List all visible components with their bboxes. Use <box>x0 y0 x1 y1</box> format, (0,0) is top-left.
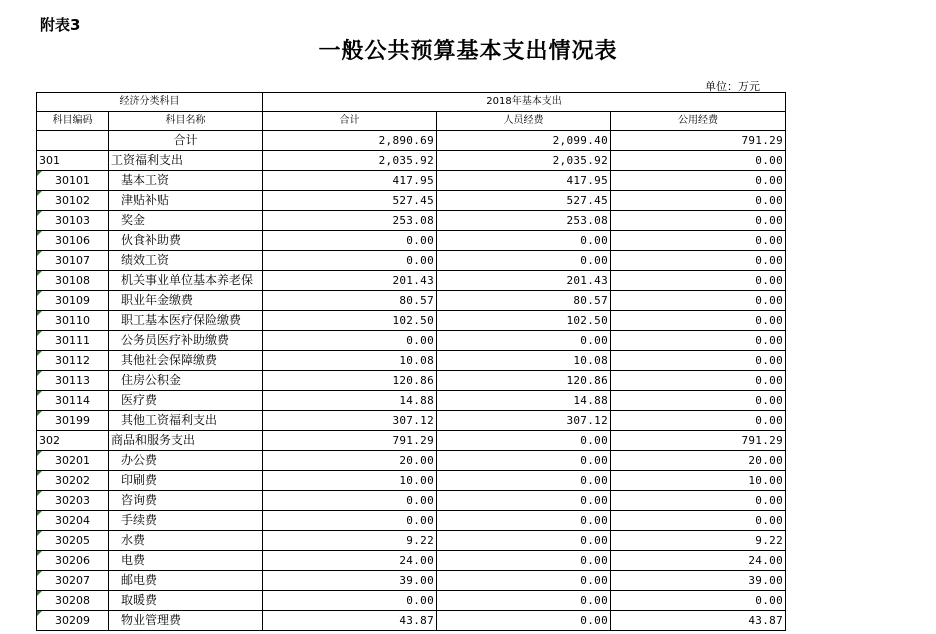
row-code: 30108 <box>37 271 109 291</box>
row-public: 0.00 <box>611 411 786 431</box>
unit-label: 单位：万元 <box>705 80 760 93</box>
row-code: 30205 <box>37 531 109 551</box>
row-personnel: 0.00 <box>437 451 611 471</box>
table-row <box>37 571 786 591</box>
total-public: 791.29 <box>611 131 786 151</box>
row-public: 0.00 <box>611 371 786 391</box>
row-name: 津贴补贴 <box>109 191 263 211</box>
row-total: 120.86 <box>263 371 437 391</box>
row-public: 0.00 <box>611 591 786 611</box>
total-code-cell <box>37 131 109 151</box>
table-row <box>37 591 786 611</box>
row-name: 办公费 <box>109 451 263 471</box>
row-total: 0.00 <box>263 251 437 271</box>
row-personnel: 0.00 <box>437 231 611 251</box>
row-total: 0.00 <box>263 511 437 531</box>
table-row <box>37 271 786 291</box>
table-row <box>37 371 786 391</box>
row-name: 邮电费 <box>109 571 263 591</box>
row-personnel: 0.00 <box>437 471 611 491</box>
row-public: 0.00 <box>611 511 786 531</box>
row-code: 30199 <box>37 411 109 431</box>
row-public: 0.00 <box>611 491 786 511</box>
row-name: 工资福利支出 <box>109 151 263 171</box>
row-personnel: 417.95 <box>437 171 611 191</box>
row-code: 30106 <box>37 231 109 251</box>
header-budget-year: 2018年基本支出 <box>263 93 786 112</box>
row-total: 201.43 <box>263 271 437 291</box>
row-personnel: 0.00 <box>437 491 611 511</box>
table-row <box>37 331 786 351</box>
table-row <box>37 251 786 271</box>
row-name: 医疗费 <box>109 391 263 411</box>
row-total: 0.00 <box>263 331 437 351</box>
row-name: 伙食补助费 <box>109 231 263 251</box>
row-code: 30109 <box>37 291 109 311</box>
row-code: 302 <box>37 431 109 451</box>
table-row <box>37 191 786 211</box>
row-personnel: 2,035.92 <box>437 151 611 171</box>
row-code: 30114 <box>37 391 109 411</box>
row-total: 80.57 <box>263 291 437 311</box>
row-total: 0.00 <box>263 231 437 251</box>
row-public: 0.00 <box>611 271 786 291</box>
attachment-label: 附表3 <box>40 16 81 34</box>
row-total: 43.87 <box>263 611 437 631</box>
row-public: 9.22 <box>611 531 786 551</box>
row-public: 0.00 <box>611 291 786 311</box>
row-personnel: 0.00 <box>437 431 611 451</box>
table-row <box>37 611 786 631</box>
row-public: 791.29 <box>611 431 786 451</box>
row-name: 咨询费 <box>109 491 263 511</box>
row-public: 0.00 <box>611 311 786 331</box>
row-code: 30101 <box>37 171 109 191</box>
row-code: 30201 <box>37 451 109 471</box>
row-code: 30113 <box>37 371 109 391</box>
row-name: 电费 <box>109 551 263 571</box>
page-title: 一般公共预算基本支出情况表 <box>318 38 618 64</box>
row-name: 印刷费 <box>109 471 263 491</box>
row-name: 奖金 <box>109 211 263 231</box>
row-code: 30208 <box>37 591 109 611</box>
total-personnel: 2,099.40 <box>437 131 611 151</box>
row-personnel: 10.08 <box>437 351 611 371</box>
header-econ-class: 经济分类科目 <box>37 93 263 112</box>
row-public: 0.00 <box>611 391 786 411</box>
header-public: 公用经费 <box>611 112 786 131</box>
table-row <box>37 531 786 551</box>
row-personnel: 0.00 <box>437 591 611 611</box>
table-row <box>37 451 786 471</box>
row-name: 机关事业单位基本养老保 <box>109 271 263 291</box>
row-total: 10.00 <box>263 471 437 491</box>
row-name: 职业年金缴费 <box>109 291 263 311</box>
row-public: 0.00 <box>611 351 786 371</box>
row-name: 手续费 <box>109 511 263 531</box>
row-total: 10.08 <box>263 351 437 371</box>
total-label: 合计 <box>109 131 263 151</box>
row-total: 527.45 <box>263 191 437 211</box>
row-code: 30107 <box>37 251 109 271</box>
total-total: 2,890.69 <box>263 131 437 151</box>
row-total: 2,035.92 <box>263 151 437 171</box>
row-personnel: 307.12 <box>437 411 611 431</box>
row-name: 公务员医疗补助缴费 <box>109 331 263 351</box>
row-code: 30103 <box>37 211 109 231</box>
row-public: 0.00 <box>611 251 786 271</box>
row-code: 30202 <box>37 471 109 491</box>
table-row <box>37 411 786 431</box>
row-code: 30203 <box>37 491 109 511</box>
row-name: 取暖费 <box>109 591 263 611</box>
row-total: 102.50 <box>263 311 437 331</box>
row-code: 30112 <box>37 351 109 371</box>
row-public: 0.00 <box>611 191 786 211</box>
row-name: 物业管理费 <box>109 611 263 631</box>
row-total: 253.08 <box>263 211 437 231</box>
table-row <box>37 311 786 331</box>
table-row <box>37 291 786 311</box>
table-row <box>37 511 786 531</box>
row-name: 基本工资 <box>109 171 263 191</box>
header-row-1 <box>37 93 786 112</box>
row-personnel: 201.43 <box>437 271 611 291</box>
row-personnel: 253.08 <box>437 211 611 231</box>
row-public: 24.00 <box>611 551 786 571</box>
row-name: 其他社会保障缴费 <box>109 351 263 371</box>
row-personnel: 0.00 <box>437 251 611 271</box>
header-total: 合计 <box>263 112 437 131</box>
row-personnel: 527.45 <box>437 191 611 211</box>
row-personnel: 0.00 <box>437 511 611 531</box>
total-row <box>37 131 786 151</box>
row-public: 0.00 <box>611 151 786 171</box>
row-public: 39.00 <box>611 571 786 591</box>
row-personnel: 80.57 <box>437 291 611 311</box>
budget-table <box>36 92 786 631</box>
row-personnel: 0.00 <box>437 551 611 571</box>
row-public: 0.00 <box>611 331 786 351</box>
header-row-2 <box>37 112 786 131</box>
header-name: 科目名称 <box>109 112 263 131</box>
row-code: 30206 <box>37 551 109 571</box>
row-personnel: 14.88 <box>437 391 611 411</box>
row-public: 20.00 <box>611 451 786 471</box>
table-row <box>37 471 786 491</box>
row-name: 绩效工资 <box>109 251 263 271</box>
row-personnel: 0.00 <box>437 611 611 631</box>
table-row <box>37 491 786 511</box>
row-total: 791.29 <box>263 431 437 451</box>
row-personnel: 120.86 <box>437 371 611 391</box>
table-row <box>37 211 786 231</box>
row-name: 职工基本医疗保险缴费 <box>109 311 263 331</box>
row-total: 0.00 <box>263 591 437 611</box>
table-row <box>37 391 786 411</box>
table-row <box>37 551 786 571</box>
row-personnel: 0.00 <box>437 571 611 591</box>
table-row <box>37 431 786 451</box>
row-personnel: 0.00 <box>437 331 611 351</box>
table-row <box>37 231 786 251</box>
row-public: 0.00 <box>611 211 786 231</box>
table-row <box>37 351 786 371</box>
row-total: 20.00 <box>263 451 437 471</box>
row-name: 住房公积金 <box>109 371 263 391</box>
row-public: 10.00 <box>611 471 786 491</box>
row-code: 30204 <box>37 511 109 531</box>
table-row <box>37 151 786 171</box>
row-code: 30102 <box>37 191 109 211</box>
row-code: 30209 <box>37 611 109 631</box>
row-total: 9.22 <box>263 531 437 551</box>
row-total: 307.12 <box>263 411 437 431</box>
row-total: 0.00 <box>263 491 437 511</box>
row-name: 商品和服务支出 <box>109 431 263 451</box>
row-total: 24.00 <box>263 551 437 571</box>
row-public: 43.87 <box>611 611 786 631</box>
header-personnel: 人员经费 <box>437 112 611 131</box>
row-code: 30111 <box>37 331 109 351</box>
row-code: 30207 <box>37 571 109 591</box>
row-total: 14.88 <box>263 391 437 411</box>
header-code: 科目编码 <box>37 112 109 131</box>
row-personnel: 102.50 <box>437 311 611 331</box>
row-total: 417.95 <box>263 171 437 191</box>
row-name: 水费 <box>109 531 263 551</box>
row-public: 0.00 <box>611 171 786 191</box>
row-personnel: 0.00 <box>437 531 611 551</box>
row-code: 301 <box>37 151 109 171</box>
row-total: 39.00 <box>263 571 437 591</box>
row-public: 0.00 <box>611 231 786 251</box>
row-code: 30110 <box>37 311 109 331</box>
table-row <box>37 171 786 191</box>
row-name: 其他工资福利支出 <box>109 411 263 431</box>
